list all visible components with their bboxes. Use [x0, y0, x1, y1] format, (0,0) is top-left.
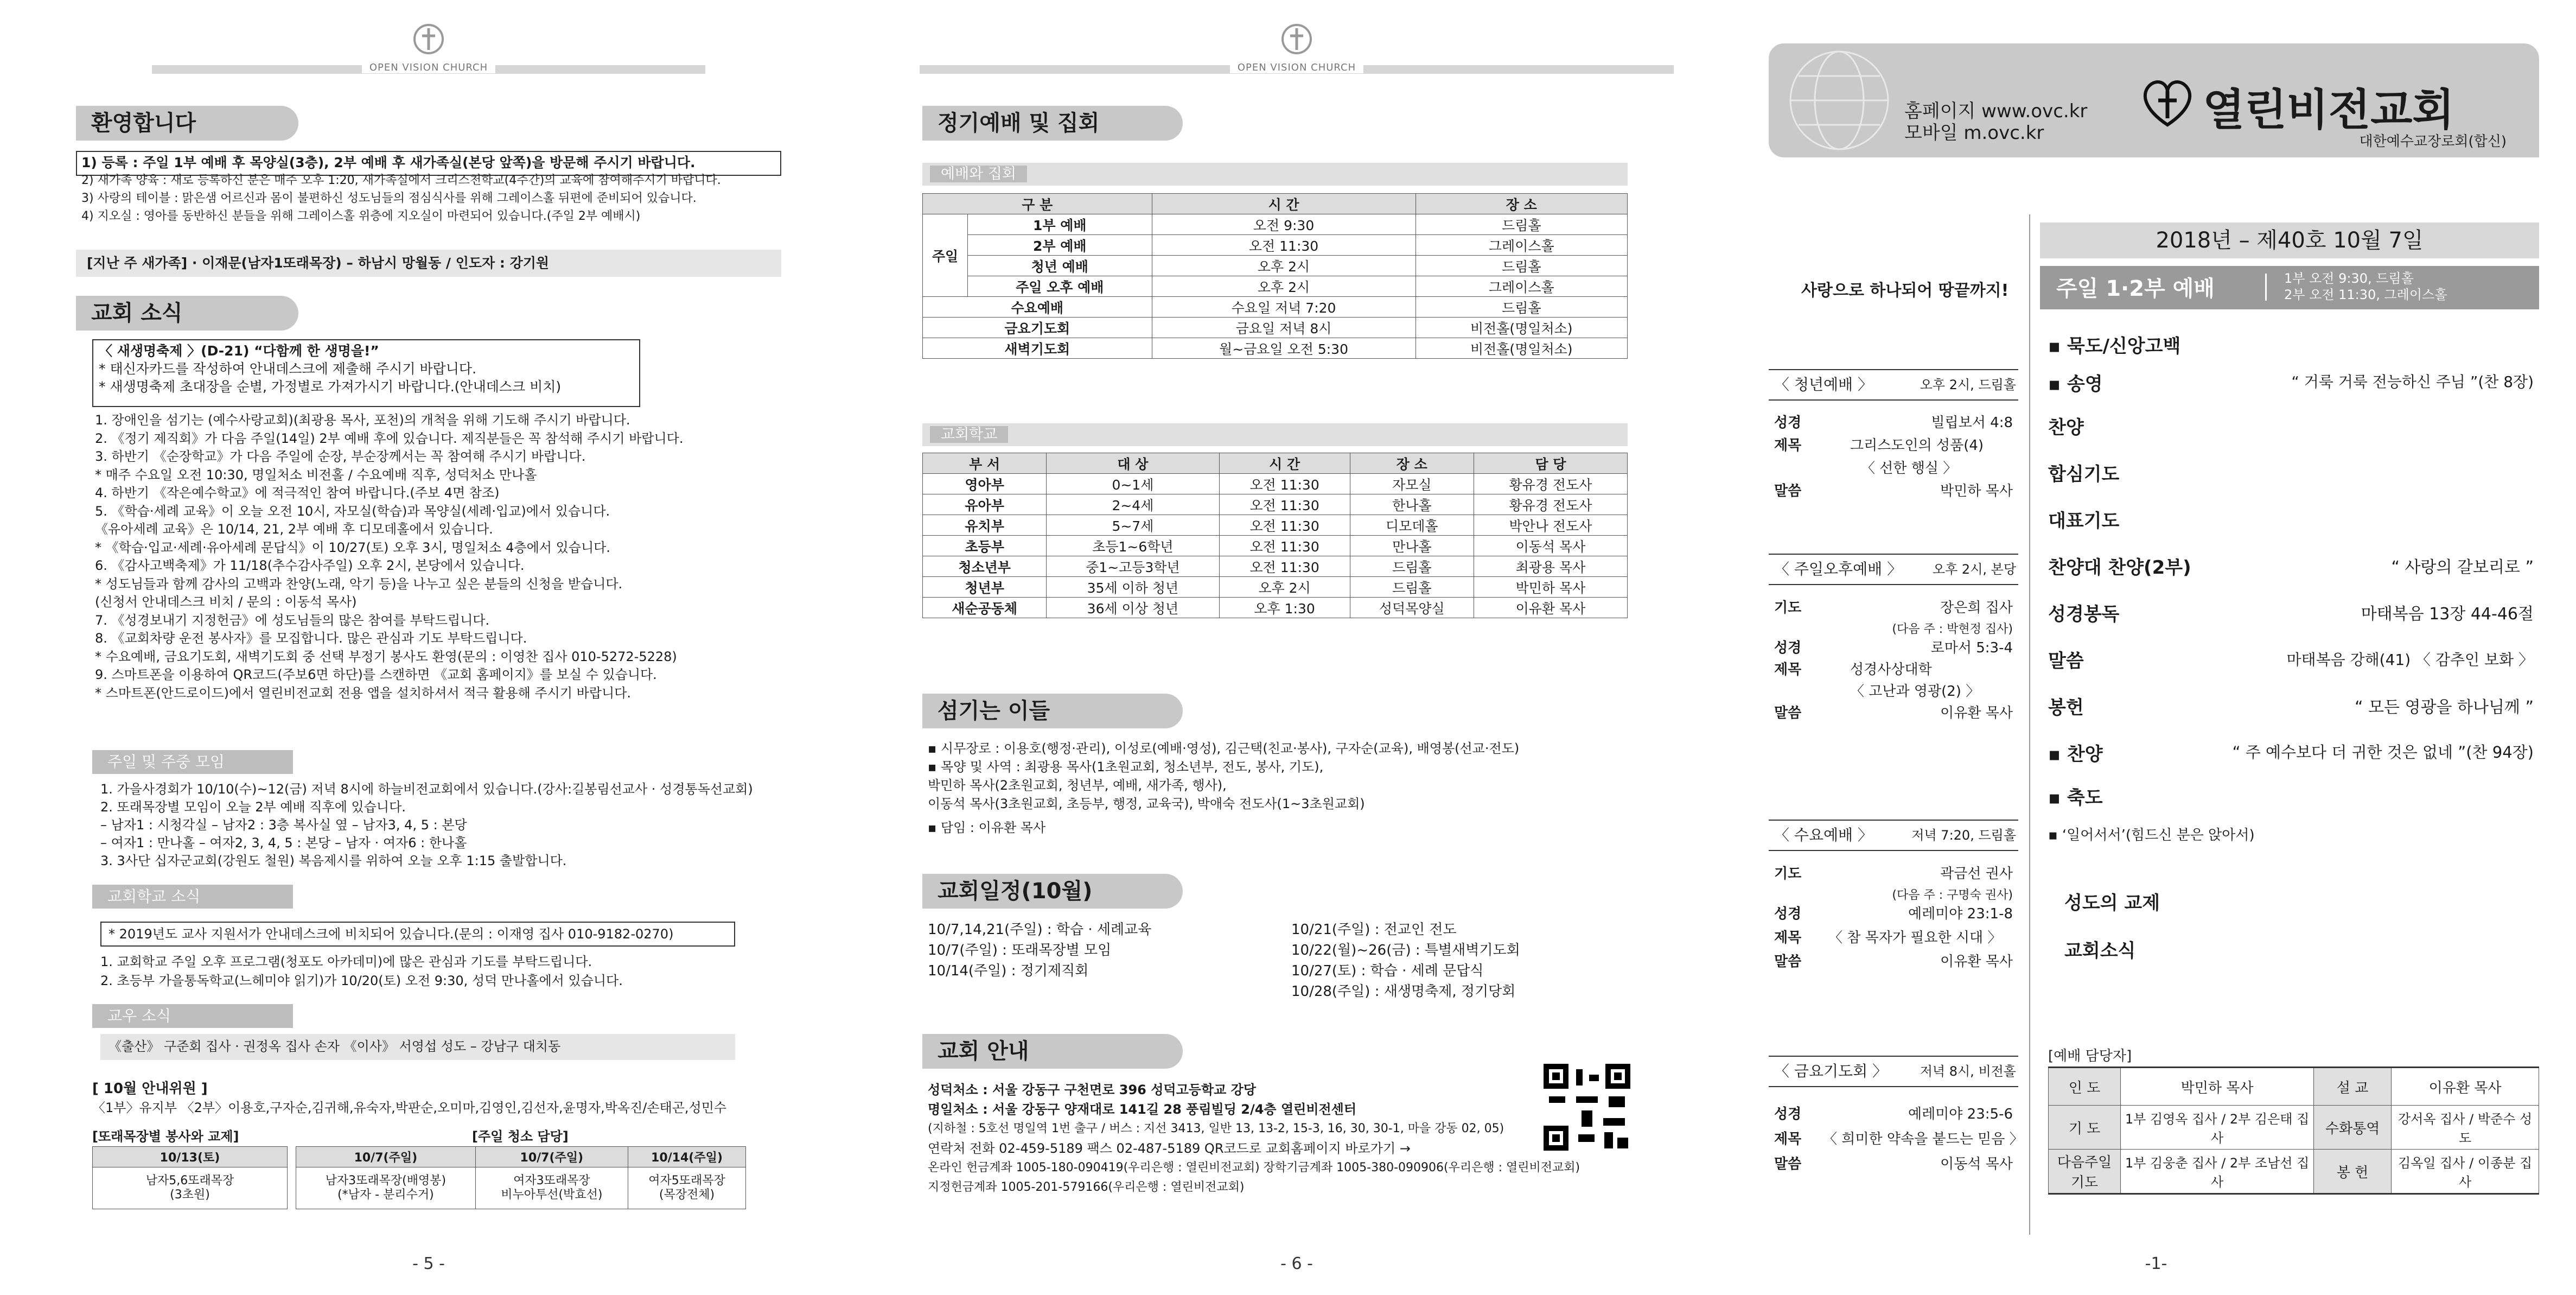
servants-list	[928, 739, 1519, 837]
info-line: 성덕처소 : 서울 강동구 구천면로 396 성덕고등학교 강당	[928, 1082, 1257, 1097]
qr-code-icon[interactable]	[1544, 1064, 1630, 1151]
servant-line: ▪ 시무장로 : 이용호(행정·관리), 이성로(예배·영성), 김근택(친교·봉사), 구자순(교육), 배영봉(선교·전도)	[928, 741, 1520, 756]
school-cell: 박안나 전도사	[1474, 515, 1627, 536]
school-cell: 오전 11:30	[1219, 556, 1350, 577]
news-item: 9. 스마트폰을 이용하여 QR코드(주보6면 하단)를 스캔하면 《교회 홈페이지》를 보실 수 있습니다.	[95, 667, 657, 682]
sunday-label: 주일 1·2부 예배	[2056, 276, 2215, 301]
service-head: 10/13(토)	[93, 1147, 288, 1167]
order-detail: 마태복음 강해(41) 〈 감추인 보화 〉	[2286, 651, 2534, 669]
guide-title: [ 10월 안내위원 ]	[92, 1081, 208, 1097]
duty-cell: 김옥일 집사 / 이종분 집사	[2392, 1150, 2539, 1194]
youth-body: 성경 빌립보서 4:8 제목 그리스도인의 성품(4) 〈 선한 행실 〉 말씀 박민하 목사	[1774, 415, 2013, 499]
school-cell: 오전 11:30	[1219, 515, 1350, 536]
school-cell: 36세 이상 청년	[1047, 598, 1219, 618]
order-item: 찬양대 찬양(2부)	[2048, 557, 2191, 579]
page-number: - 5 -	[412, 1254, 445, 1273]
welcome-line: 2) 새가족 양육 : 새로 등록하신 분은 매주 오후 1:20, 새가족실에서 크리스천학교(4주간)의 교육에 참여해주시기 바랍니다.	[81, 174, 721, 187]
news-item: * 스마트폰(안드로이드)에서 열린비전교회 전용 앱을 설치하셔서 적극 활용해 주시기 바랍니다.	[95, 685, 632, 701]
duty-cell: 수화통역	[2314, 1106, 2392, 1150]
brand-text: OPEN VISION CHURCH	[0, 62, 857, 73]
member-heading: 교우 소식	[92, 1004, 293, 1028]
worship-cell: 수요일 저녁 7:20	[1152, 297, 1415, 318]
order-item: 합심기도	[2048, 464, 2120, 485]
order-item: ▪ 송영	[2048, 373, 2103, 395]
info-line: 명일처소 : 서울 강동구 양재대로 141길 28 풍림빌딩 2/4층 열린비전센터	[928, 1102, 1357, 1117]
school-list	[100, 953, 623, 991]
news-box-line: * 새생명축제 초대장을 순별, 가정별로 가져가시기 바랍니다.(안내데스크 비치)	[99, 379, 562, 395]
guide-line: 〈1부〉유지부 〈2부〉이용호,구자순,김귀해,유숙자,박판순,오미마,김영인,김선자,윤명자,박옥진/손태곤,성민수	[92, 1100, 727, 1115]
servants-heading: 섬기는 이들	[922, 694, 1183, 728]
order-detail: 마태복음 13장 44-46절	[2361, 605, 2534, 624]
page-number: - 6 -	[1280, 1254, 1313, 1273]
news-item: 4. 하반기 《작은예수학교》에 적극적인 참여 바랍니다.(주보 4면 참조)	[95, 485, 500, 500]
worship-cell: 드림홀	[1415, 214, 1627, 235]
worship-cell: 오전 9:30	[1152, 214, 1415, 235]
order-detail: “ 거룩 거룩 전능하신 주님 ”(찬 8장)	[2291, 373, 2534, 391]
service-label: [또래목장별 봉사와 교제]	[92, 1129, 239, 1144]
duty-title: [예배 담당자]	[2048, 1048, 2132, 1064]
worship-cell: 월~금요일 오전 5:30	[1152, 338, 1415, 359]
member-line: 《출산》 구준회 집사 · 권정옥 집사 손자 《이사》 서영섭 성도 – 강남구 대치동	[109, 1039, 561, 1054]
denomination: 대한예수교장로회(합신)	[2359, 134, 2507, 150]
order-detail: “ 사랑의 갈보리로 ”	[2391, 558, 2534, 577]
weekly-item: – 여자1 : 만나홀 – 여자2, 3, 4, 5 : 본당 – 남자 · 여자6 : 한나홀	[100, 835, 467, 850]
weekly-item: 3. 3사단 십자군교회(강원도 철원) 복음제시를 위하여 오늘 오후 1:15 출발합니다.	[100, 853, 567, 868]
order-item: 봉헌	[2048, 697, 2084, 719]
clean-cell: 여자3또래목장	[513, 1174, 590, 1188]
clean-head: 10/7(주일)	[475, 1147, 628, 1167]
sunday-time: 1부 오전 9:30, 드림홀	[2284, 271, 2414, 286]
school-cell: 청소년부	[923, 556, 1047, 577]
school-table	[922, 453, 1628, 618]
worship-cell: 오후 2시	[1152, 256, 1415, 276]
info-line: 온라인 헌금계좌 1005-180-090419(우리은행 : 열린비전교회) 장학기금계좌 1005-380-090906(우리은행 : 열린비전교회)	[928, 1161, 1580, 1175]
news-item: * 《학습·입교·세례·유아세례 문답식》이 10/27(토) 오후 3시, 명일처소 4층에서 있습니다.	[95, 539, 610, 555]
order-item: ▪ ‘일어서서’(힘드신 분은 앉아서)	[2048, 827, 2255, 843]
sunday-times	[2284, 270, 2447, 303]
page-6	[857, 0, 1736, 1295]
news-list	[95, 411, 684, 702]
order-item: 대표기도	[2048, 510, 2120, 532]
order-detail: “ 모든 영광을 하나님께 ”	[2354, 698, 2534, 717]
sunday-time: 2부 오전 11:30, 그레이스홀	[2284, 287, 2447, 302]
worship-cell: 비전홀(명일처소)	[1415, 318, 1627, 338]
info-list	[928, 1080, 1580, 1197]
school-cell: 유아부	[923, 494, 1047, 515]
page-5	[0, 0, 857, 1295]
news-item: 6. 《감사고백축제》가 11/18(추수감사주일) 오후 2시, 본당에서 있습니다.	[95, 558, 525, 573]
school-cell: 만나홀	[1350, 536, 1474, 556]
school-cell: 최광용 목사	[1474, 556, 1627, 577]
worship-cell: 드림홀	[1415, 297, 1627, 318]
news-item: 1. 장애인을 섬기는 (예수사랑교회)(최광용 목사, 포천)의 개척을 위해 기도해 주시기 바랍니다.	[95, 412, 630, 428]
duty-cell: 인 도	[2049, 1068, 2121, 1106]
schedule-left	[928, 919, 1151, 981]
friday-body: 성경 예레미야 23:5-6 제목 〈 희미한 약속을 붙드는 믿음 〉 말씀 이동석 목사	[1774, 1106, 2024, 1172]
worship-cell: 2부 예배	[968, 235, 1152, 256]
news-item: 7. 《성경보내기 지정헌금》에 성도님들의 많은 참여를 부탁드립니다.	[95, 612, 490, 628]
weekly-heading: 주일 및 주중 모임	[92, 750, 293, 774]
school-cell: 새순공동체	[923, 598, 1047, 618]
school-cell: 드림홀	[1350, 556, 1474, 577]
schedule-right	[1291, 919, 1520, 1002]
school-head: 시 간	[1219, 453, 1350, 474]
clean-cell: (*남자 - 분리수거)	[337, 1188, 434, 1202]
duty-table	[2048, 1067, 2539, 1195]
church-logo-icon	[1279, 22, 1314, 56]
news-item: 2. 《정기 제직회》가 다음 주일(14일) 2부 예배 후에 있습니다. 제직분들은 꼭 참석해 주시기 바랍니다.	[95, 430, 684, 446]
news-item: 8. 《교회차량 운전 봉사자》를 모집합니다. 많은 관심과 기도 부탁드립니다.	[95, 631, 527, 646]
worship-cell: 수요예배	[923, 297, 1152, 318]
order-item: 교회소식	[2064, 940, 2136, 962]
school-cell: 이유환 목사	[1474, 598, 1627, 618]
church-logo-icon	[2138, 76, 2197, 130]
clean-cell: (목장전체)	[659, 1188, 715, 1202]
school-sub: 교회학교	[922, 423, 1628, 446]
school-cell: 청년부	[923, 577, 1047, 598]
church-logo-icon	[411, 22, 446, 56]
school-cell: 35세 이하 청년	[1047, 577, 1219, 598]
school-cell: 중1~고등3학년	[1047, 556, 1219, 577]
last-week-family: [지난 주 새가족] · 이재문(남자1또래목장) – 하남시 망월동 / 인도자 : 강기원	[87, 255, 550, 271]
duty-cell: 1부 김영옥 집사 / 2부 김은태 집사	[2121, 1106, 2314, 1150]
school-item: 2. 초등부 가을통독학교(느헤미야 읽기)가 10/20(토) 오전 9:30, 성덕 만나홀에서 있습니다.	[100, 973, 623, 988]
school-cell: 한나홀	[1350, 494, 1474, 515]
worship-cell: 새벽기도회	[923, 338, 1152, 359]
worship-cell: 1부 예배	[968, 214, 1152, 235]
order-of-service	[2048, 320, 2539, 983]
weekly-item: 2. 또래목장별 모임이 오늘 2부 예배 직후에 있습니다.	[100, 799, 406, 815]
welcome-lines	[81, 154, 721, 225]
school-cell: 유치부	[923, 515, 1047, 536]
weekly-item: – 남자1 : 시청각실 – 남자2 : 3층 복사실 옆 – 남자3, 4, 5 : 본당	[100, 817, 467, 833]
page-header	[857, 22, 1736, 76]
welcome-line: 1) 등록 : 주일 1부 예배 후 목양실(3층), 2부 예배 후 새가족실(본당 앞쪽)을 방문해 주시기 바랍니다.	[81, 155, 696, 170]
worship-cell: 드림홀	[1415, 256, 1627, 276]
news-item: 《유아세례 교육》은 10/14, 21, 2부 예배 후 디모데홀에서 있습니다.	[95, 522, 493, 537]
service-table	[92, 1146, 288, 1209]
school-cell: 오후 1:30	[1219, 598, 1350, 618]
weekly-item: 1. 가을사경회가 10/10(수)~12(금) 저녁 8시에 하늘비전교회에서 있습니다.(강사:길봉림선교사 · 성경통독선교회)	[100, 782, 753, 797]
weekly-list	[100, 780, 753, 870]
school-cell: 초등부	[923, 536, 1047, 556]
duty-cell: 1부 김웅춘 집사 / 2부 조남선 집사	[2121, 1150, 2314, 1194]
schedule-item: 10/22(월)~26(금) : 특별새벽기도회	[1291, 942, 1520, 958]
welcome-heading: 환영합니다	[76, 106, 298, 141]
school-head: 장 소	[1350, 453, 1474, 474]
worship-cell: 그레이스홀	[1415, 235, 1627, 256]
order-detail: “ 주 예수보다 더 귀한 것은 없네 ”(찬 94장)	[2232, 743, 2534, 761]
welcome-line: 4) 지오실 : 영아를 동반하신 분들을 위해 그레이스홀 위층에 지오실이 마련되어 있습니다.(주일 2부 예배시)	[81, 210, 641, 223]
homepage-link[interactable]: 홈페이지 www.ovc.kr	[1904, 100, 2088, 122]
school-cell: 초등1~6학년	[1047, 536, 1219, 556]
news-item: * 수요예배, 금요기도회, 새벽기도회 중 선택 부정기 봉사도 환영(문의 : 이영찬 집사 010-5272-5228)	[95, 649, 677, 664]
news-item: * 성도님들과 함께 감사의 고백과 찬양(노래, 악기 등)을 나누고 싶은 분들의 신청을 받습니다.	[95, 576, 623, 592]
clean-cell: 여자5또래목장	[648, 1174, 725, 1188]
school-cell: 드림홀	[1350, 577, 1474, 598]
youth-header: 〈 청년예배 〉 오후 2시, 드림홀	[1769, 369, 2018, 401]
school-cell: 5~7세	[1047, 515, 1219, 536]
school-cell: 성덕목양실	[1350, 598, 1474, 618]
schedule-heading: 교회일정(10월)	[922, 874, 1183, 909]
info-line: 지정헌금계좌 1005-201-579166(우리은행 : 열린비전교회)	[928, 1180, 1245, 1194]
clean-label: [주일 청소 담당]	[472, 1129, 569, 1144]
afternoon-header: 〈 주일오후예배 〉 오후 2시, 본당	[1769, 554, 2018, 585]
school-item: 1. 교회학교 주일 오후 프로그램(청포도 아카데미)에 많은 관심과 기도를 부탁드립니다.	[100, 954, 592, 969]
cover-banner	[1769, 43, 2539, 157]
schedule-item: 10/7,14,21(주일) : 학습 · 세례교육	[928, 922, 1152, 938]
brand-text: OPEN VISION CHURCH	[857, 62, 1736, 73]
worship-table	[922, 193, 1628, 359]
school-box: * 2019년도 교사 지원서가 안내데스크에 비치되어 있습니다.(문의 : 이재영 집사 010-9182-0270)	[109, 926, 674, 942]
church-name: 열린비전교회	[2203, 85, 2454, 135]
school-head: 부 서	[923, 453, 1047, 474]
worship-head: 장 소	[1415, 194, 1627, 214]
worship-cell: 그레이스홀	[1415, 276, 1627, 297]
clean-cell: 남자3또래목장(배영봉)	[325, 1174, 447, 1188]
duty-cell: 다음주일 기도	[2049, 1150, 2121, 1194]
worship-cell: 금요기도회	[923, 318, 1152, 338]
clean-table	[296, 1146, 746, 1209]
school-cell: 0~1세	[1047, 474, 1219, 494]
servant-line: 박민하 목사(2초원교회, 청년부, 예배, 새가족, 행사),	[928, 778, 1227, 793]
order-item: ▪ 축도	[2048, 787, 2103, 809]
duty-cell: 설 교	[2314, 1068, 2392, 1106]
duty-cell: 기 도	[2049, 1106, 2121, 1150]
school-cell: 디모데홀	[1350, 515, 1474, 536]
school-cell: 오전 11:30	[1219, 494, 1350, 515]
duty-cell: 강서옥 집사 / 박준수 성도	[2392, 1106, 2539, 1150]
sunday-service-bar	[2040, 266, 2539, 309]
duty-cell: 봉 헌	[2314, 1150, 2392, 1194]
school-news-heading: 교회학교 소식	[92, 885, 293, 909]
page-header	[0, 22, 857, 76]
service-cell: (3초원)	[170, 1188, 210, 1202]
order-item: 말씀	[2048, 650, 2084, 672]
worship-cell: 금요일 저녁 8시	[1152, 318, 1415, 338]
news-box-line: 〈 새생명축제 〉(D-21) “다함께 한 생명을!”	[99, 343, 379, 359]
clean-cell: 비누아투선(박효선)	[501, 1188, 603, 1202]
school-cell: 오후 2시	[1219, 577, 1350, 598]
order-item: ▪ 찬양	[2048, 744, 2103, 765]
worship-cell: 오전 11:30	[1152, 235, 1415, 256]
news-heading: 교회 소식	[76, 296, 298, 331]
worship-head: 구 분	[923, 194, 1152, 214]
worship-cell: 비전홀(명일처소)	[1415, 338, 1627, 359]
school-cell: 자모실	[1350, 474, 1474, 494]
news-item: 5. 《학습·세례 교육》이 오늘 오전 10시, 자모실(학습)과 목양실(세례·입교)에서 있습니다.	[95, 503, 610, 519]
duty-cell: 박민하 목사	[2121, 1068, 2314, 1106]
order-item: 성경봉독	[2048, 604, 2120, 625]
school-cell: 황유경 전도사	[1474, 494, 1627, 515]
info-line: (지하철 : 5호선 명일역 1번 출구 / 버스 : 지선 3413, 일반 13, 13-2, 15-3, 16, 30, 30-1, 마을 강동 02, 05)	[928, 1122, 1504, 1135]
worship-sub: 예배와 집회	[922, 163, 1628, 186]
wednesday-header: 〈 수요예배 〉 저녁 7:20, 드림홀	[1769, 820, 2018, 851]
info-heading: 교회 안내	[922, 1034, 1183, 1069]
worship-group: 주일	[923, 214, 968, 297]
school-cell: 황유경 전도사	[1474, 474, 1627, 494]
clean-head: 10/14(주일)	[628, 1147, 745, 1167]
page-1	[1736, 0, 2576, 1295]
news-box	[99, 342, 561, 396]
school-cell: 영아부	[923, 474, 1047, 494]
schedule-item: 10/7(주일) : 또래목장별 모임	[928, 942, 1112, 958]
school-cell: 오전 11:30	[1219, 474, 1350, 494]
afternoon-body: 기도 장은희 집사 (다음 주 : 박현정 집사) 성경 로마서 5:3-4 제목 성경사상대학 〈 고난과 영광(2) 〉 말씀 이유환 목사	[1774, 600, 2013, 721]
slogan: 사랑으로 하나되어 땅끝까지!	[1801, 281, 2009, 300]
news-item: (신청서 안내데스크 비치 / 문의 : 이동석 목사)	[95, 594, 357, 610]
schedule-item: 10/14(주일) : 정기제직회	[928, 963, 1089, 979]
contact-info	[1904, 100, 2087, 144]
school-head: 담 당	[1474, 453, 1627, 474]
servant-line: ▪ 담임 : 이유환 목사	[928, 820, 1046, 835]
worship-heading: 정기예배 및 집회	[922, 106, 1183, 141]
servant-line: ▪ 목양 및 사역 : 최광용 목사(1초원교회, 청소년부, 전도, 봉사, 기도),	[928, 759, 1324, 775]
friday-header: 〈 금요기도회 〉 저녁 8시, 비전홀	[1769, 1056, 2018, 1087]
date-line: 2018년 – 제40호 10월 7일	[2040, 223, 2539, 258]
service-cell: 남자5,6또래목장	[145, 1174, 234, 1188]
school-cell: 박민하 목사	[1474, 577, 1627, 598]
worship-cell: 오후 2시	[1152, 276, 1415, 297]
worship-cell: 주일 오후 예배	[968, 276, 1152, 297]
mobile-link[interactable]: 모바일 m.ovc.kr	[1904, 122, 2044, 144]
order-item: 성도의 교제	[2064, 892, 2160, 914]
schedule-item: 10/21(주일) : 전교인 전도	[1291, 922, 1457, 938]
school-head: 대 상	[1047, 453, 1219, 474]
schedule-item: 10/28(주일) : 새생명축제, 정기당회	[1291, 983, 1516, 1000]
wednesday-body: 기도 곽금선 권사 (다음 주 : 구명숙 권사) 성경 예레미야 23:1-8 제목 〈 참 목자가 필요한 시대 〉 말씀 이유환 목사	[1774, 866, 2013, 970]
schedule-item: 10/27(토) : 학습 · 세례 문답식	[1291, 963, 1484, 979]
news-box-line: * 태신자카드를 작성하여 안내데스크에 제출해 주시기 바랍니다.	[99, 361, 477, 377]
news-item: 3. 하반기 《순장학교》가 다음 주일에 순장, 부순장께서는 꼭 참여해 주시기 바랍니다.	[95, 449, 586, 464]
order-item: 찬양	[2048, 417, 2084, 439]
page-number: -1-	[2145, 1254, 2167, 1273]
servant-line: 이동석 목사(3초원교회, 초등부, 행정, 교육국), 박애숙 전도사(1~3초원교회)	[928, 796, 1365, 811]
news-item: * 매주 수요일 오전 10:30, 명일처소 비전홀 / 수요예배 직후, 성덕처소 만나홀	[95, 467, 537, 483]
order-item: ▪ 묵도/신앙고백	[2048, 335, 2181, 357]
info-line: 연락처 전화 02-459-5189 팩스 02-487-5189 QR코드로 교회홈페이지 바로가기 →	[928, 1141, 1411, 1156]
clean-head: 10/7(주일)	[296, 1147, 476, 1167]
duty-cell: 이유환 목사	[2392, 1068, 2539, 1106]
worship-head: 시 간	[1152, 194, 1415, 214]
worship-cell: 청년 예배	[968, 256, 1152, 276]
school-cell: 2~4세	[1047, 494, 1219, 515]
school-cell: 오전 11:30	[1219, 536, 1350, 556]
welcome-line: 3) 사랑의 테이블 : 맑은샘 어르신과 몸이 불편하신 성도님들의 점심식사를 위해 그레이스홀 뒤편에 준비되어 있습니다.	[81, 192, 697, 205]
school-cell: 이동석 목사	[1474, 536, 1627, 556]
